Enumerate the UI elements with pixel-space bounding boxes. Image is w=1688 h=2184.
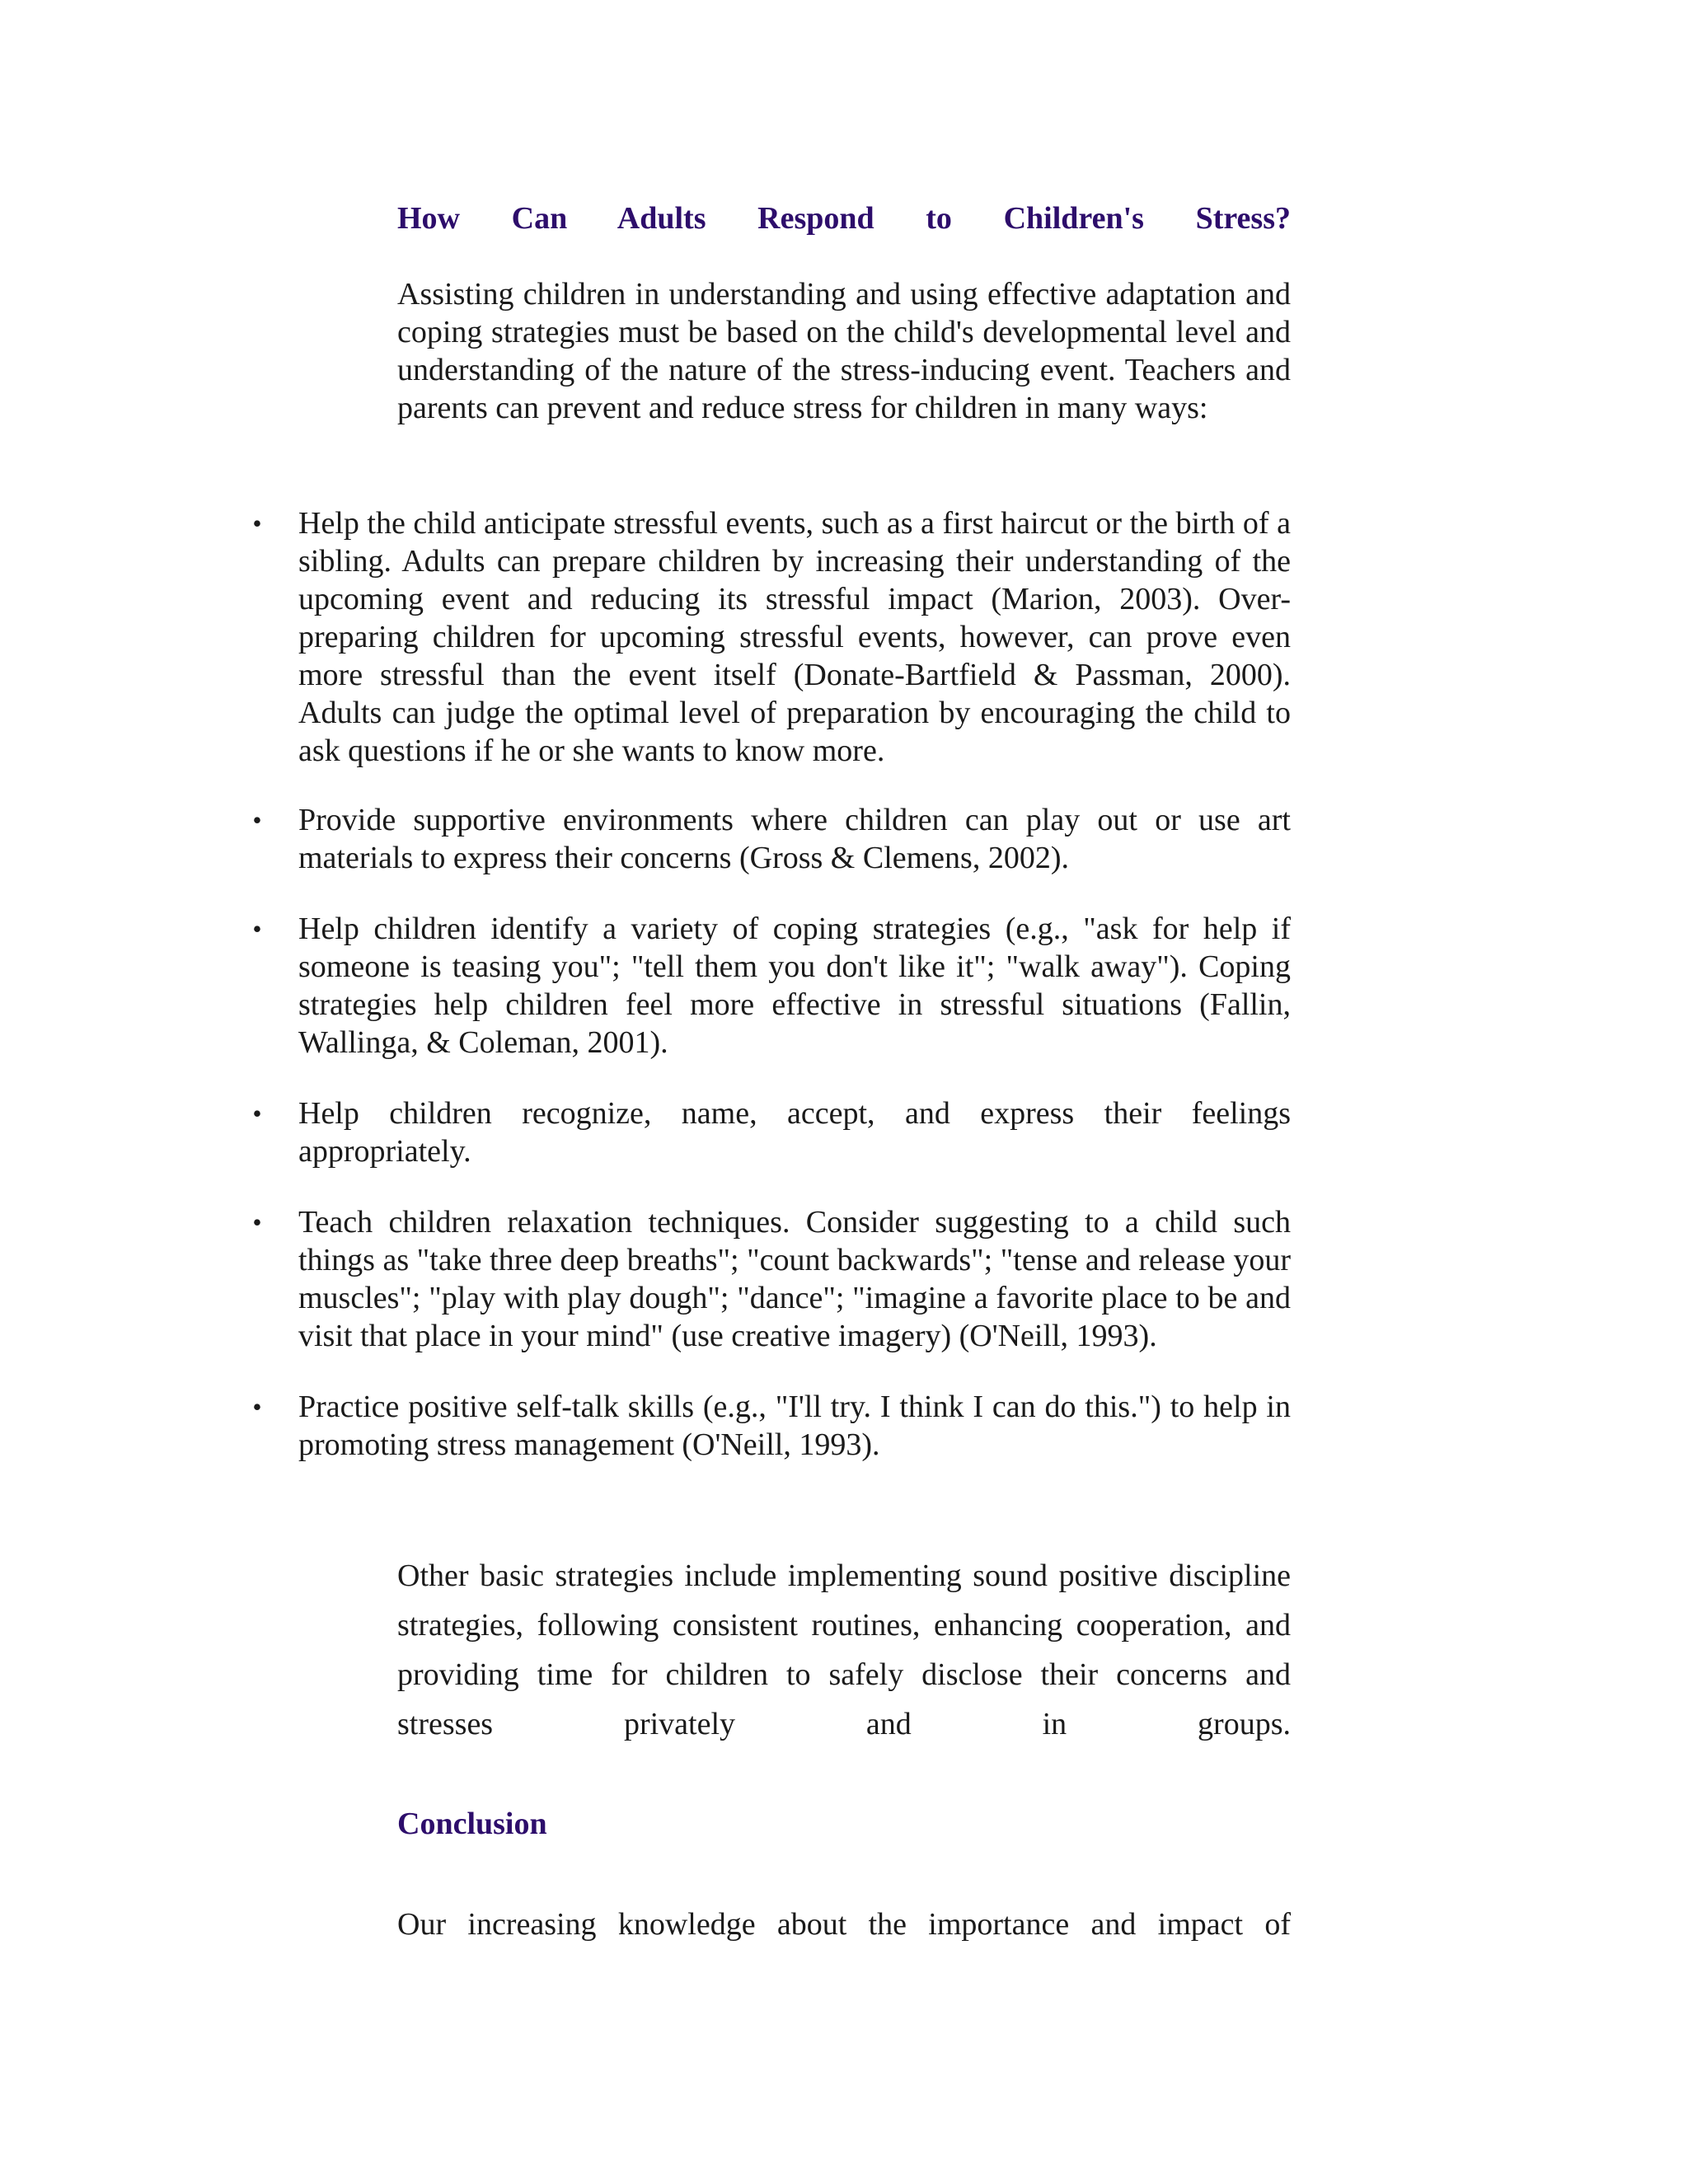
section-heading: How Can Adults Respond to Children's Stress?: [397, 201, 1291, 236]
conclusion-paragraph: Our increasing knowledge about the importance and impact of: [397, 1907, 1291, 1942]
strategies-list: [247, 504, 1291, 1464]
list-item-text: Practice positive self-talk skills (e.g., "I'll try. I think I can do this.") to help in promoting stress management (O'Neill, 1993).: [298, 1390, 1291, 1462]
bullet-icon: •: [252, 1392, 262, 1422]
list-item-text: Help the child anticipate stressful events, such as a first haircut or the birth of a sibling. Adults can prepare children by increasing their understanding of the upcoming event and reducing its stressful impact (Marion, 2003). Over-preparing children for upcoming stressful events, however, can prove even more stressful than the event itself (Donate-Bartfield & Passman, 2000). Adults can judge the optimal level of preparation by encouraging the child to ask questions if he or she wants to know more.: [298, 506, 1291, 768]
bullet-icon: •: [252, 914, 262, 944]
list-item-text: Provide supportive environments where children can play out or use art materials to express their concerns (Gross & Clemens, 2002).: [298, 803, 1291, 875]
intro-paragraph: Assisting children in understanding and using effective adaptation and coping strategies must be based on the child's developmental level and understanding of the nature of the stress-inducing event. Teachers and parents can prevent and reduce stress for children in many ways:: [397, 277, 1291, 425]
list-item-text: Help children recognize, name, accept, and express their feelings appropriately.: [298, 1096, 1291, 1169]
other-strategies-paragraph: Other basic strategies include implementing sound positive discipline strategies, following consistent routines, enhancing cooperation, and providing time for children to safely disclose their concerns and stresses privately and in groups.: [397, 1558, 1291, 1741]
bullet-icon: •: [252, 1207, 262, 1237]
list-item-text: Help children identify a variety of coping strategies (e.g., "ask for help if someone is teasing you"; "tell them you don't like it"; "walk away"). Coping strategies help children feel more effective in stressful situations (Fallin, Wallinga, & Coleman, 2001).: [298, 912, 1291, 1060]
bullet-icon: •: [252, 509, 262, 538]
list-item: [247, 504, 1291, 770]
list-item: [247, 1203, 1291, 1355]
list-item: [247, 1094, 1291, 1170]
conclusion-heading: Conclusion: [397, 1807, 547, 1841]
bullet-icon: •: [252, 1099, 262, 1128]
list-item: [247, 801, 1291, 877]
list-item: [247, 1388, 1291, 1464]
list-item-text: Teach children relaxation techniques. Consider suggesting to a child such things as "take three deep breaths"; "count backwards"; "tense and release your muscles"; "play with play dough"; "dance"; "imagine a favorite place to be and visit that place in your mind" (use creative imagery) (O'Neill, 1993).: [298, 1205, 1291, 1353]
list-item: [247, 910, 1291, 1062]
bullet-icon: •: [252, 805, 262, 835]
